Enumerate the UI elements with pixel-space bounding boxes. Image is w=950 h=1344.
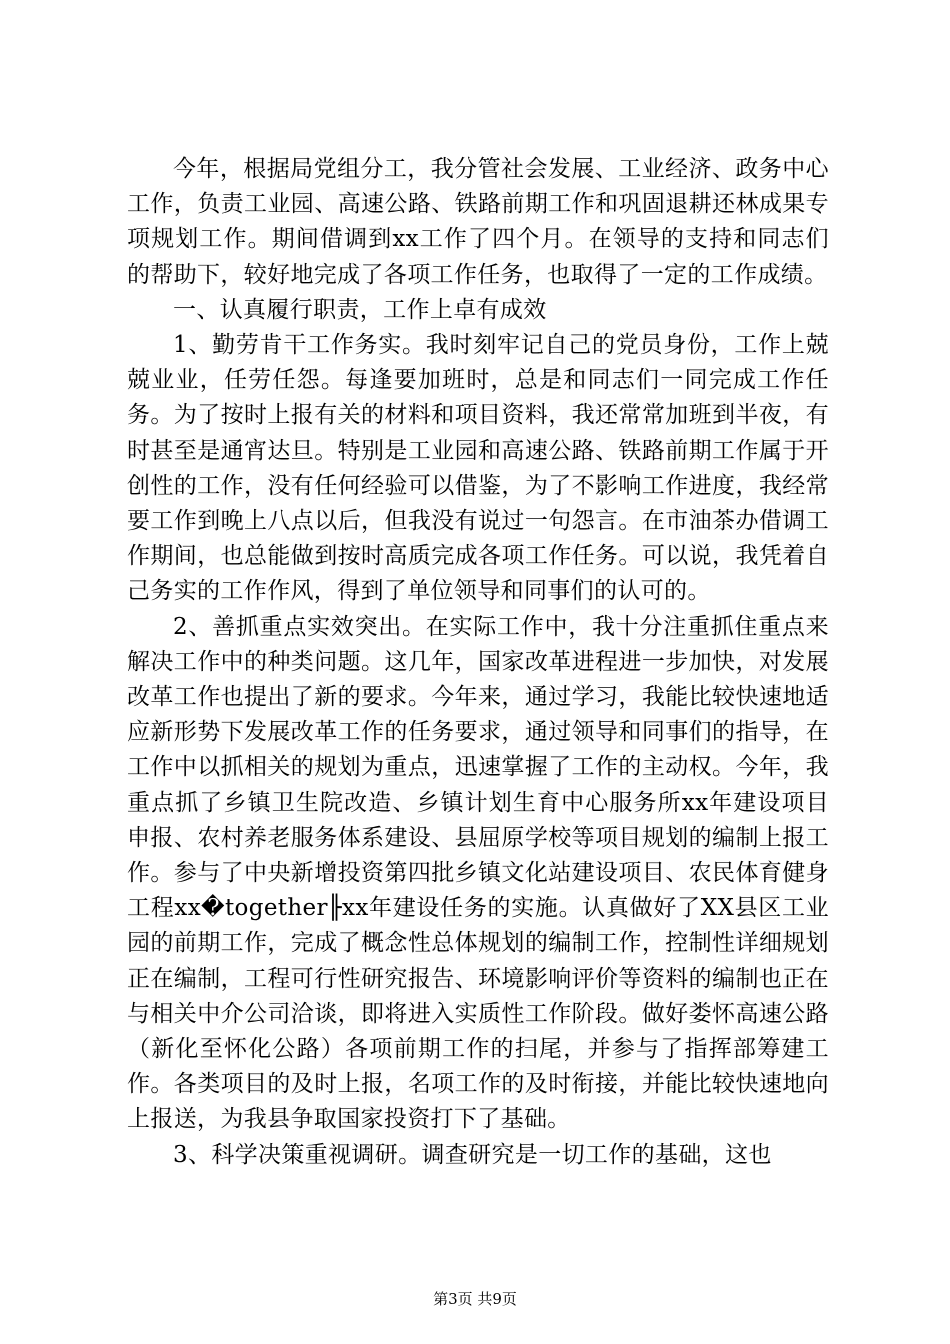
page-number-footer: 第3页 共9页: [433, 1290, 517, 1308]
document-body: [127, 152, 829, 1173]
paragraph-3: 3、科学决策重视调研。调查研究是一切工作的基础，这也: [173, 1141, 772, 1168]
section-heading: 一、认真履行职责，工作上卓有成效: [173, 296, 547, 323]
paragraph-1: 1、勤劳肯干工作务实。我时刻牢记自己的党员身份，工作上兢兢业业，任劳任怨。每逢要加班时，总是和同志们一同完成工作任务。为了按时上报有关的材料和项目资料，我还常常加班到半夜，有时甚至是通宵达旦。特别是工业园和高速公路、铁路前期工作属于开创性的工作，没有任何经验可以借鉴，为了不影响工作进度，我经常要工作到晚上八点以后，但我没有说过一句怨言。在市油茶办借调工作期间，也总能做到按时高质完成各项工作任务。可以说，我凭着自己务实的工作作风，得到了单位领导和同事们的认可的。: [127, 332, 829, 605]
intro-paragraph: 今年，根据局党组分工，我分管社会发展、工业经济、政务中心工作，负责工业园、高速公路、铁路前期工作和巩固退耕还林成果专项规划工作。期间借调到xx工作了四个月。在领导的支持和同志们的帮助下，较好地完成了各项工作任务，也取得了一定的工作成绩。: [127, 156, 829, 288]
paragraph-2: 2、善抓重点实效突出。在实际工作中，我十分注重抓住重点来解决工作中的种类问题。这几年，国家改革进程进一步加快，对发展改革工作也提出了新的要求。今年来，通过学习，我能比较快速地适应新形势下发展改革工作的任务要求，通过领导和同事们的指导，在工作中以抓相关的规划为重点，迅速掌握了工作的主动权。今年，我重点抓了乡镇卫生院改造、乡镇计划生育中心服务所xx年建设项目申报、农村养老服务体系建设、县屈原学校等项目规划的编制上报工作。参与了中央新增投资第四批乡镇文化站建设项目、农民体育健身工程xx�together╟xx年建设任务的实施。认真做好了XX县区工业园的前期工作，完成了概念性总体规划的编制工作，控制性详细规划正在编制，工程可行性研究报告、环境影响评价等资料的编制也正在与相关中介公司洽谈，即将进入实质性工作阶段。做好娄怀高速公路（新化至怀化公路）各项前期工作的扫尾，并参与了指挥部筹建工作。各类项目的及时上报，名项工作的及时衔接，并能比较快速地向上报送，为我县争取国家投资打下了基础。: [127, 613, 829, 1133]
